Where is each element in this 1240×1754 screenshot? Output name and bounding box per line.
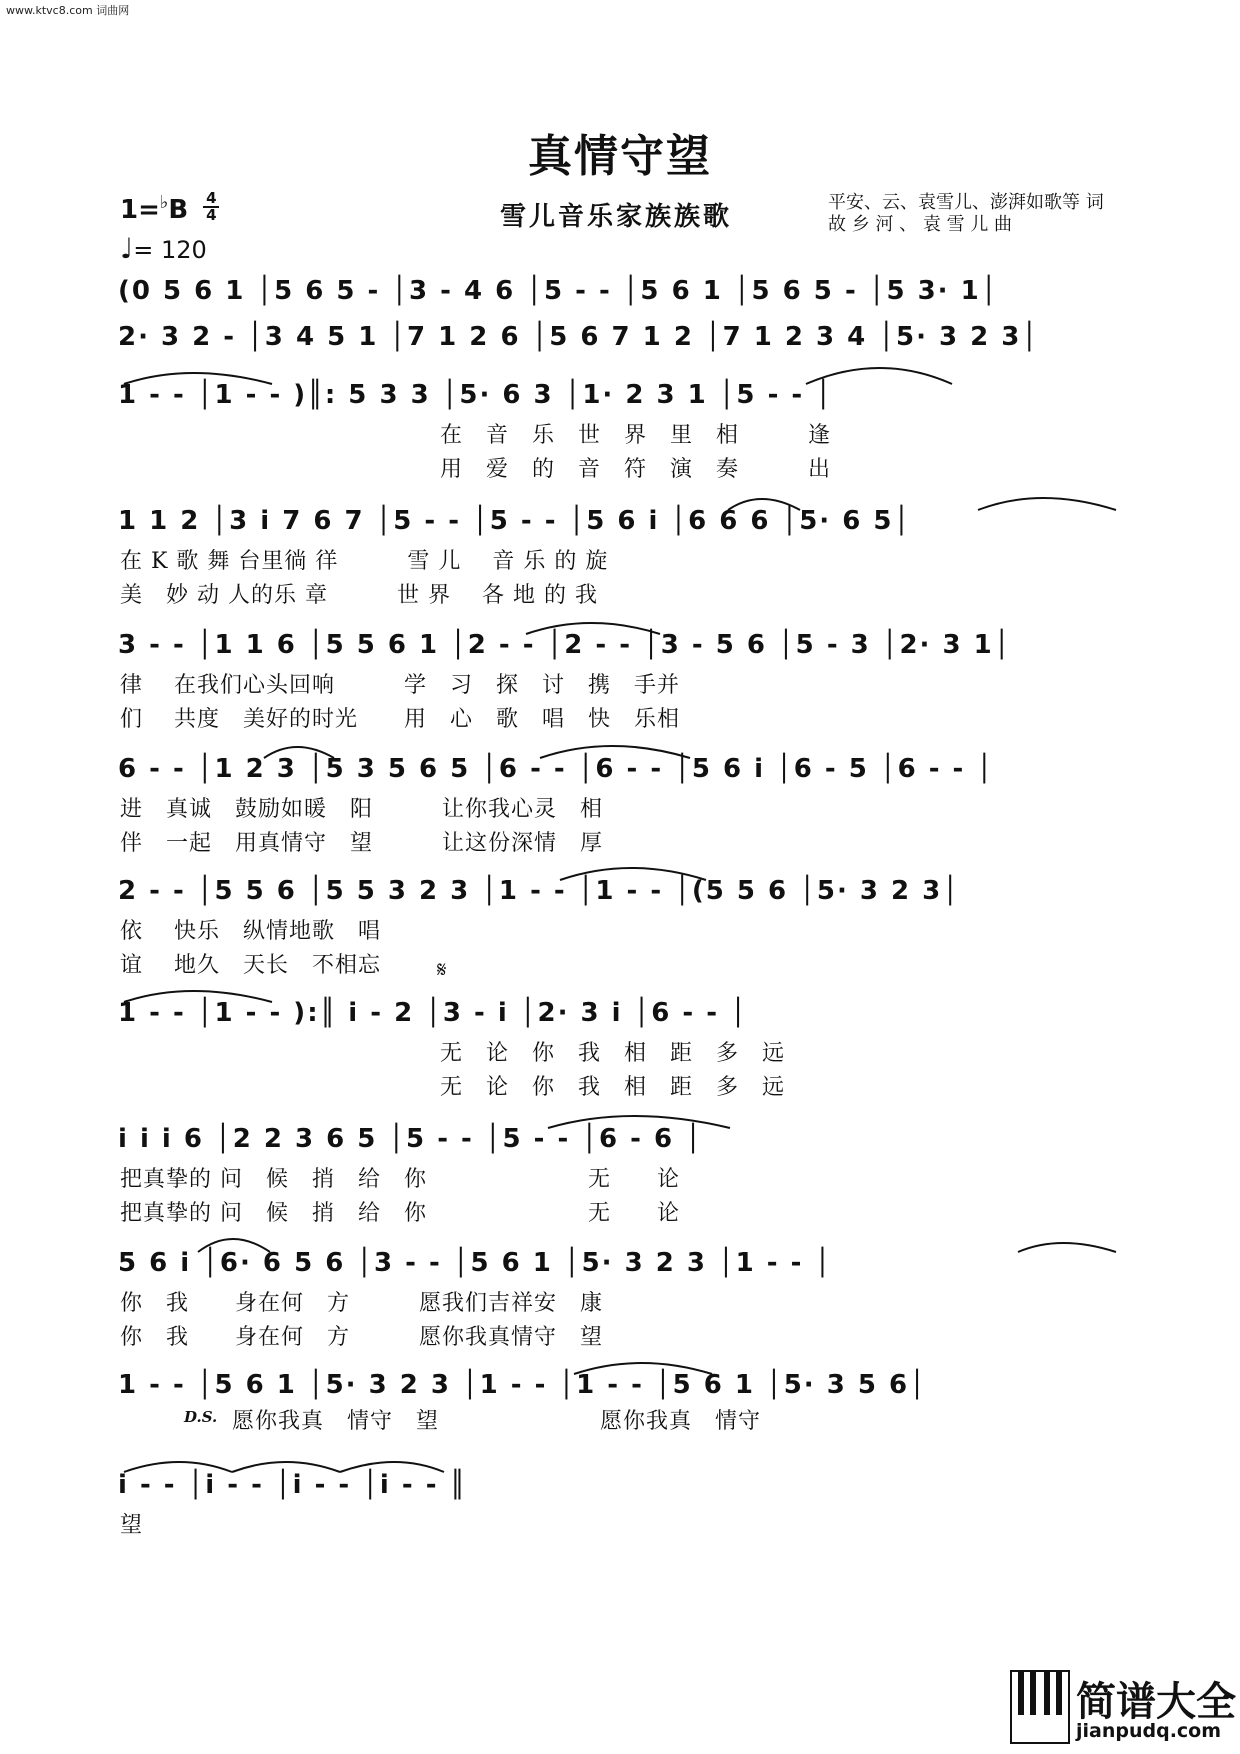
lyric-line-9a: 把真挚的 问 候 捎 给 你 无 论 bbox=[120, 1167, 680, 1192]
music-line-10: 5 6 i │6· 6 5 6 │3 - - │5 6 1 │5· 3 2 3 │1 - - │ bbox=[118, 1248, 833, 1278]
da-segno-mark: D.S. bbox=[184, 1408, 218, 1426]
subtitle: 雪儿音乐家族族歌 bbox=[500, 202, 733, 232]
quarter-note-icon: ♩ bbox=[120, 232, 134, 265]
meter-bottom: 4 bbox=[206, 205, 217, 224]
music-line-4: 1 1 2 │3 i 7 6 7 │5 - - │5 - - │5 6 i │6 6 6 │5· 6 5│ bbox=[118, 506, 912, 536]
music-line-11: 1 - - │5 6 1 │5· 3 2 3 │1 - - │1 - - │5 6 1 │5· 3 5 6│ bbox=[118, 1370, 927, 1400]
music-line-5: 3 - - │1 1 6 │5 5 6 1 │2 - - │2 - - │3 - 5 6 │5 - 3 │2· 3 1│ bbox=[118, 630, 1012, 660]
tempo-value: = 120 bbox=[133, 236, 207, 264]
brand-url: jianpudq.com bbox=[1076, 1720, 1222, 1742]
lyric-line-4b: 美 妙 动 人的乐 章 世 界 各 地 的 我 bbox=[120, 583, 598, 608]
key-note: B bbox=[168, 195, 189, 225]
lyric-line-7b: 谊 地久 天长 不相忘 bbox=[120, 953, 381, 978]
music-line-7: 2 - - │5 5 6 │5 5 3 2 3 │1 - - │1 - - │(5 5 6 │5· 3 2 3│ bbox=[118, 876, 960, 906]
credits bbox=[828, 192, 1104, 236]
lyric-line-3a: 在 音 乐 世 界 里 相 逢 bbox=[440, 423, 832, 448]
lyric-line-8b: 无 论 你 我 相 距 多 远 bbox=[440, 1075, 786, 1100]
tempo-marking bbox=[120, 232, 207, 265]
lyric-line-6a: 进 真诚 鼓励如暖 阳 让你我心灵 相 bbox=[120, 797, 604, 822]
song-title: 真情守望 bbox=[528, 131, 712, 182]
lyric-line-6b: 伴 一起 用真情守 望 让这份深情 厚 bbox=[120, 831, 604, 856]
composer-credit: 故 乡 河 、 袁 雪 儿 曲 bbox=[828, 214, 1013, 235]
music-line-8: 1 - - │1 - - ):║ i - 2 │3 - i │2· 3 i │6 - - │ bbox=[118, 998, 748, 1028]
lyric-line-9b: 把真挚的 问 候 捎 给 你 无 论 bbox=[120, 1201, 680, 1226]
lyric-line-10b: 你 我 身在何 方 愿你我真情守 望 bbox=[120, 1325, 604, 1350]
key-signature bbox=[120, 188, 219, 227]
time-signature bbox=[203, 188, 219, 224]
lyric-line-12a: 望 bbox=[120, 1513, 144, 1538]
meter-top: 4 bbox=[206, 188, 217, 207]
music-line-6: 6 - - │1 2 3 │5 3 5 6 5 │6 - - │6 - - │5 6 i │6 - 5 │6 - - │ bbox=[118, 754, 995, 784]
lyric-line-8a: 无 论 你 我 相 距 多 远 bbox=[440, 1041, 786, 1066]
brand-name: 简谱大全 bbox=[1076, 1678, 1236, 1725]
key-prefix: 1= bbox=[120, 195, 160, 225]
lyricist-credit: 平安、云、袁雪儿、澎湃如歌等 词 bbox=[828, 192, 1104, 213]
lyric-line-10a: 你 我 身在何 方 愿我们吉祥安 康 bbox=[120, 1291, 604, 1316]
lyric-line-4a: 在 K 歌 舞 台里徜 徉 雪 儿 音 乐 的 旋 bbox=[120, 549, 609, 574]
flat-sign: ♭ bbox=[159, 192, 169, 213]
brand-logo bbox=[1010, 1668, 1234, 1750]
lyric-line-3b: 用 爱 的 音 符 演 奏 出 bbox=[440, 457, 832, 482]
segno-sign: 𝄋 bbox=[437, 958, 447, 983]
source-watermark: www.ktvc8.com 词曲网 bbox=[6, 4, 130, 17]
lyric-line-5b: 们 共度 美好的时光 用 心 歌 唱 快 乐相 bbox=[120, 707, 680, 732]
music-line-1: (0 5 6 1 │5 6 5 - │3 - 4 6 │5 - - │5 6 1 │5 6 5 - │5 3· 1│ bbox=[118, 276, 999, 306]
lyric-line-5a: 律 在我们心头回响 学 习 探 讨 携 手并 bbox=[120, 673, 680, 698]
music-line-3: 1 - - │1 - - )║: 5 3 3 │5· 6 3 │1· 2 3 1 │5 - - │ bbox=[118, 380, 833, 410]
music-line-9: i i i 6 │2 2 3 6 5 │5 - - │5 - - │6 - 6 │ bbox=[118, 1124, 703, 1154]
lyric-line-11a: 愿你我真 情守 望 愿你我真 情守 bbox=[232, 1409, 762, 1434]
lyric-line-7a: 依 快乐 纵情地歌 唱 bbox=[120, 919, 381, 944]
piano-keys-icon bbox=[1010, 1670, 1070, 1744]
music-line-12: i - - │i - - │i - - │i - - ║ bbox=[118, 1470, 468, 1500]
music-line-2: 2· 3 2 - │3 4 5 1 │7 1 2 6 │5 6 7 1 2 │7 1 2 3 4 │5· 3 2 3│ bbox=[118, 322, 1040, 352]
